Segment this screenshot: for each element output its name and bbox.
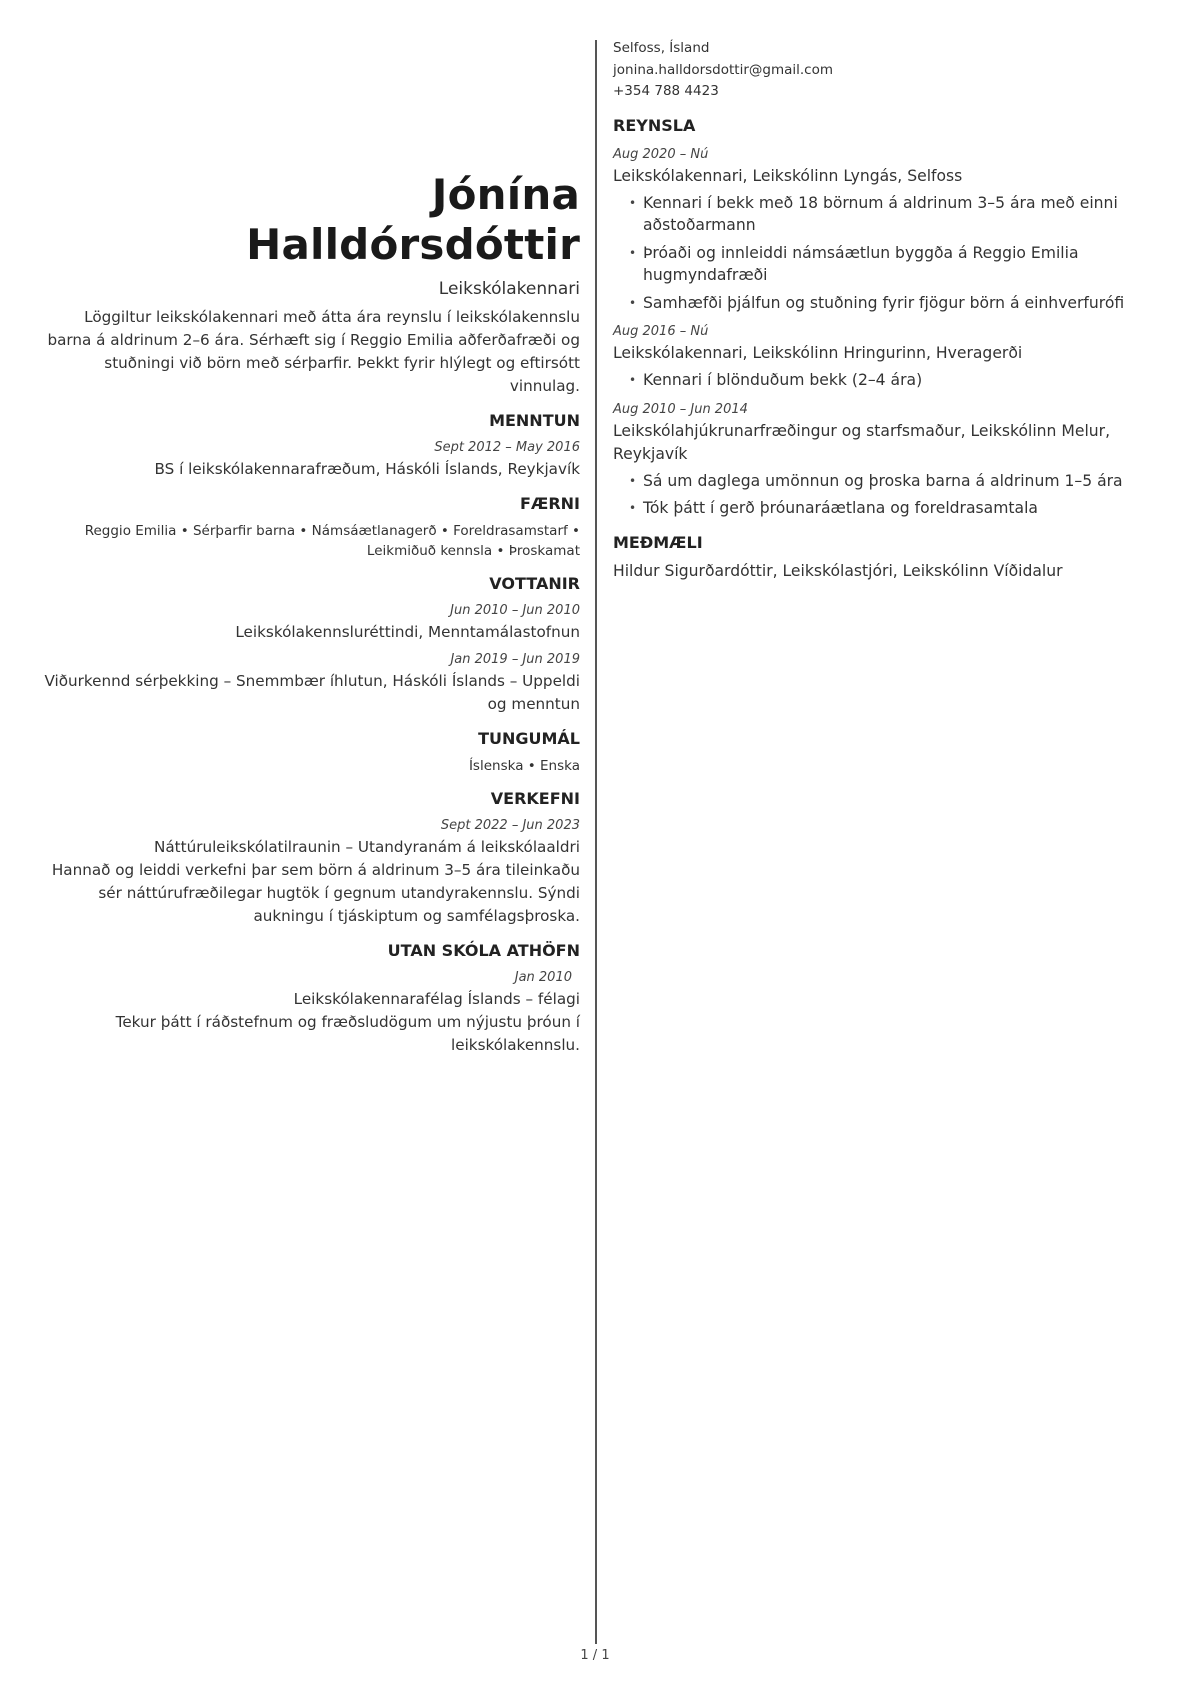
section-title: VOTTANIR [489,574,580,593]
bullet-list [613,192,1153,315]
job-title: Leikskólakennari [438,279,580,299]
entry-date: Aug 2016 – Nú [613,324,709,339]
summary: Löggiltur leikskólakennari með átta ára reynslu í leikskólakennslu barna á aldrinum 2–6 ára. Sérhæft sig í Reggio Emilia aðferðafræði og stuðningi við börn með sérþarfir. Þekkt fyrir hlýlegt og eftirsótt vinnulag. [47,308,580,395]
entry-date: Aug 2010 – Jun 2014 [613,401,748,417]
first-name: Jónína [431,170,580,219]
bullet-item: • Þróaði og innleiddi námsáætlun byggða á Reggio Emilia hugmyndafræði [629,242,1153,287]
page-number: 1 / 1 [580,1648,610,1663]
bullet-item: • Samhæfði þjálfun og stuðning fyrir fjögur börn á einhverfurófi [629,292,1153,315]
entry-date: Sept 2022 – Jun 2023 [440,818,580,833]
entry-description: Tekur þátt í ráðstefnum og fræðsludögum um nýjustu þróun í leikskólakennslu. [115,1013,580,1054]
right-column [613,38,1153,583]
certifications-section [40,573,580,716]
entry-date: Sept 2012 – May 2016 [434,440,580,455]
entry-date: Jan 2010 [514,970,572,985]
bullet-list [613,470,1153,520]
entry-date: Jan 2019 – Jun 2019 [450,652,580,667]
experience-entry [613,145,1153,315]
section-title: VERKEFNI [490,789,580,808]
skills-list: Reggio Emilia • Sérþarfir barna • Námsáætlanagerð • Foreldrasamstarf • Leikmiðuð kennsla • Þroskamat [84,523,580,559]
contact-phone: +354 788 4423 [613,83,719,99]
education-section [40,410,580,481]
contact-block [613,38,1153,103]
experience-entry [613,322,1153,392]
bullet-item: • Tók þátt í gerð þróunaráætlana og foreldrasamtala [629,497,1153,520]
entry-date: Jun 2010 – Jun 2010 [450,603,580,618]
bullet-list [613,369,1153,392]
entry-description: Hannað og leiddi verkefni þar sem börn á aldrinum 3–5 ára tileinkaðu sér náttúrufræðilegar hugtök í gegnum utandyrakennslu. Sýndi aukningu í tjáskiptum og samfélagsþroska. [51,861,580,925]
column-divider [595,40,597,1644]
experience-section [613,115,1153,520]
section-title: MEÐMÆLI [613,532,703,552]
bullet-item: • Kennari í bekk með 18 börnum á aldrinum 3–5 ára með einni aðstoðarmann [629,192,1153,237]
entry-role: Leikskólakennari, Leikskólinn Hringurinn, Hveragerði [613,344,1023,362]
entry-text: BS í leikskólakennarafræðum, Háskóli Íslands, Reykjavík [154,460,580,478]
entry-text: Viðurkennd sérþekking – Snemmbær íhlutun, Háskóli Íslands – Uppeldi og menntun [44,672,580,713]
skills-section [40,493,580,561]
entry-name: Náttúruleikskólatilraunin – Utandyranám á leikskólaaldri [154,838,580,856]
entry-role: Leikskólahjúkrunarfræðingur og starfsmaður, Leikskólinn Melur, Reykjavík [613,421,1111,463]
references-section [613,532,1153,583]
section-title: REYNSLA [613,115,696,135]
contact-location: Selfoss, Ísland [613,40,710,56]
languages-section [40,728,580,776]
last-name: Halldórsdóttir [246,220,580,269]
entry-name: Leikskólakennarafélag Íslands – félagi [293,990,580,1008]
reference-text: Hildur Sigurðardóttir, Leikskólastjóri, Leikskólinn Víðidalur [613,561,1063,580]
experience-entry [613,400,1153,520]
bullet-item: • Sá um daglega umönnun og þroska barna á aldrinum 1–5 ára [629,470,1153,493]
entry-text: Leikskólakennsluréttindi, Menntamálastofnun [235,623,580,641]
section-title: FÆRNI [520,494,580,513]
extracurricular-section [40,940,580,1057]
bullet-item: • Kennari í blönduðum bekk (2–4 ára) [629,369,1153,392]
entry-role: Leikskólakennari, Leikskólinn Lyngás, Selfoss [613,166,963,185]
left-column [40,170,580,1057]
languages-list: Íslenska • Enska [468,758,580,774]
entry-date: Aug 2020 – Nú [613,146,709,162]
section-title: MENNTUN [489,411,580,430]
section-title: UTAN SKÓLA ATHÖFN [387,941,580,960]
projects-section [40,788,580,928]
contact-email[interactable]: jonina.halldorsdottir@gmail.com [613,61,834,78]
section-title: TUNGUMÁL [478,729,580,748]
